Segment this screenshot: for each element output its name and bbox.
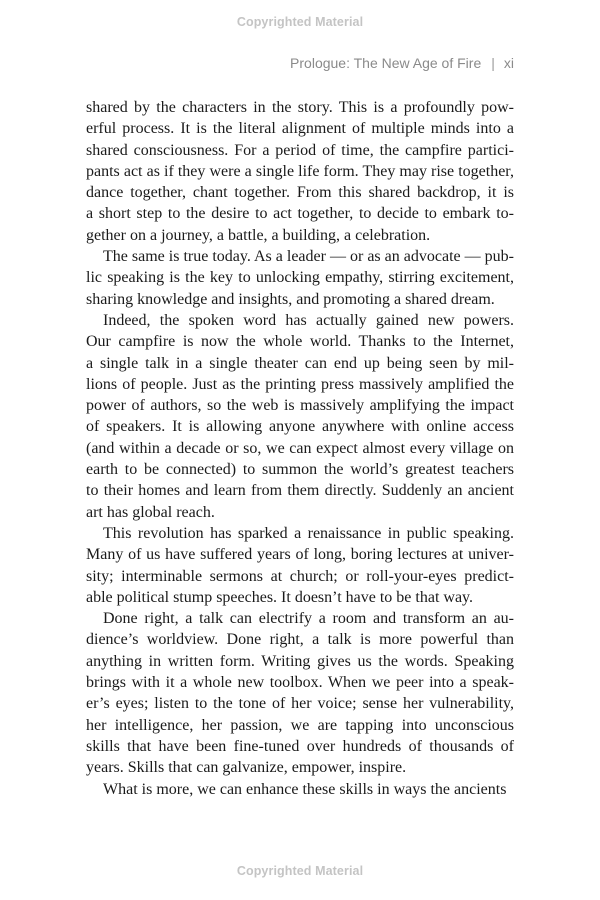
paragraph: [86, 310, 514, 523]
text-line: her intelligence, her passion, we are tapping into unconscious: [86, 716, 514, 734]
text-line: shared consciousness. For a period of time, the campfire partici-: [86, 141, 514, 159]
copyright-watermark-top: Copyrighted Material: [236, 15, 364, 29]
paragraph: [86, 779, 514, 800]
text-line: What is more, we can enhance these skills in ways the ancients: [103, 780, 507, 798]
text-line: (and within a decade or so, we can expect almost every village on: [86, 439, 514, 457]
paragraph: [86, 246, 514, 310]
header-separator: |: [491, 55, 495, 71]
text-line: a single talk in a single theater can end up being seen by mil-: [86, 354, 514, 372]
text-line: earth to be connected) to summon the world’s greatest teachers: [86, 461, 514, 479]
text-line: lions of people. Just as the printing press massively amplified the: [86, 375, 514, 393]
text-line: dience’s worldview. Done right, a talk is more powerful than: [86, 631, 514, 649]
text-line: brings with it a whole new toolbox. When we peer into a speak-: [86, 674, 514, 692]
paragraph: [86, 608, 514, 778]
text-line: pants act as if they were a single life form. They may rise together,: [86, 162, 514, 180]
chapter-title: Prologue: The New Age of Fire: [290, 55, 482, 71]
paragraph: [86, 523, 514, 608]
text-line: Many of us have suffered years of long, boring lectures at univer-: [86, 546, 514, 564]
text-line: This revolution has sparked a renaissance in public speaking.: [103, 524, 514, 542]
text-line: shared by the characters in the story. This is a profoundly pow-: [86, 99, 514, 116]
text-line: lic speaking is the key to unlocking empathy, stirring excitement,: [86, 269, 514, 287]
text-line: years. Skills that can galvanize, empower, inspire.: [86, 759, 407, 777]
text-line: er’s eyes; listen to the tone of her voice; sense her vulnerability,: [86, 695, 514, 713]
text-line: Our campfire is now the whole world. Thanks to the Internet,: [86, 333, 514, 351]
page-number: xi: [503, 55, 514, 71]
text-line: anything in written form. Writing gives us the words. Speaking: [86, 652, 514, 670]
copyright-watermark-bottom: Copyrighted Material: [236, 864, 364, 878]
text-line: Done right, a talk can electrify a room and transform an au-: [103, 610, 514, 628]
text-line: gether on a journey, a battle, a building, a celebration.: [86, 226, 431, 244]
text-line: a short step to the desire to act together, to decide to embark to-: [86, 205, 514, 223]
text-line: of speakers. It is allowing anyone anywhere with online access: [86, 418, 514, 436]
text-line: to their homes and learn from them directly. Suddenly an ancient: [86, 482, 514, 500]
text-line: power of authors, so the web is massively amplifying the impact: [86, 397, 514, 415]
paragraph: [86, 97, 514, 246]
body-text: [86, 97, 514, 800]
running-head: [290, 55, 514, 71]
text-line: sharing knowledge and insights, and promoting a shared dream.: [86, 290, 495, 308]
text-line: art has global reach.: [86, 503, 215, 521]
text-line: able political stump speeches. It doesn’t have to be that way.: [86, 588, 473, 606]
text-line: sity; interminable sermons at church; or roll-your-eyes predict-: [86, 567, 514, 585]
text-line: dance together, chant together. From this shared backdrop, it is: [86, 184, 514, 202]
text-line: erful process. It is the literal alignment of multiple minds into a: [86, 120, 514, 138]
text-line: skills that have been fine-tuned over hundreds of thousands of: [86, 737, 514, 755]
text-line: Indeed, the spoken word has actually gained new powers.: [103, 311, 514, 329]
text-line: The same is true today. As a leader — or as an advocate — pub-: [103, 248, 514, 266]
